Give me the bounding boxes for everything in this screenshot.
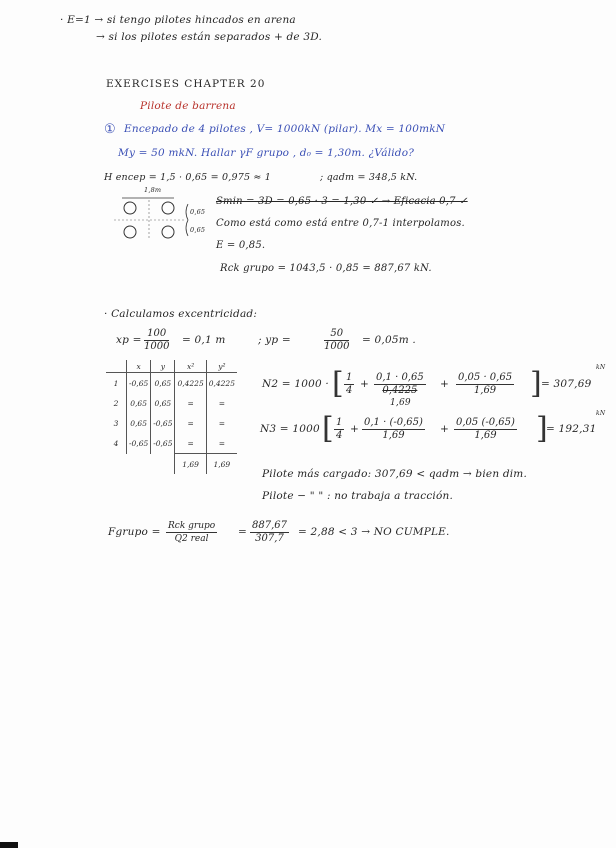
table-cell: -0,65 [127, 433, 151, 454]
smin-line: Smin = 3D = 0,65 · 3 = 1,30 ✓ → Eficacia 0,7 ✓ [216, 196, 468, 207]
chapter-subtitle: Pilote de barrena [140, 100, 236, 112]
n2-term-3 [456, 372, 514, 397]
table-cell: -0,65 [151, 433, 175, 454]
fgrupo-values-num: 887,67 [252, 520, 287, 531]
qadm-line: ; qadm = 348,5 kN. [320, 172, 418, 183]
table-cell: = [206, 413, 237, 433]
n2-term-3-num: 0,05 · 0,65 [458, 372, 513, 383]
table-cell: = [175, 433, 206, 454]
table-total-x2: 1,69 [175, 454, 206, 475]
table-row [106, 373, 237, 394]
eccentricity-heading: · Calculamos excentricidad: [104, 308, 258, 320]
yp-numerator: 50 [324, 328, 349, 341]
yp-result: = 0,05m . [362, 334, 416, 346]
table-cell: 0,4225 [175, 373, 206, 394]
coordinates-table [106, 360, 237, 474]
table-cell: 4 [113, 438, 119, 448]
table-totals-row [106, 454, 237, 475]
yp-label: ; yp = [258, 334, 291, 346]
table-cell: -0,65 [127, 373, 151, 394]
page-corner-mark [0, 842, 18, 848]
n2-bracket-close: ] [530, 366, 542, 401]
yp-fraction [324, 328, 349, 353]
n2-term-1 [344, 372, 354, 397]
n2-unit: kN [596, 364, 606, 371]
n3-term-2-den: 1,69 [382, 430, 405, 441]
n2-plus-2: + [440, 378, 449, 390]
n3-result: = 192,31 [546, 423, 597, 435]
table-cell: 0,65 [127, 413, 151, 433]
n2-plus-1: + [360, 378, 369, 390]
n2-term-1-den: 4 [346, 385, 353, 396]
table-row [106, 413, 237, 433]
dim-label: 1,8m [144, 186, 162, 194]
fgrupo-formula-num: Rck grupo [168, 521, 216, 531]
dim-a: 0,65 [190, 208, 206, 216]
n3-term-3 [454, 417, 517, 442]
exercise-number: ① [104, 122, 116, 137]
n2-term-1-num: 1 [346, 372, 353, 383]
chapter-title: EXERCISES CHAPTER 20 [106, 78, 266, 90]
table-row [106, 433, 237, 454]
yp-denominator: 1000 [324, 341, 350, 352]
conclusion-2: Pilote − " " : no trabaja a tracción. [262, 490, 454, 502]
pile-cap-sketch [108, 186, 218, 246]
intro-line-2: → si los pilotes están separados + de 3D. [96, 31, 323, 43]
table-header-row [106, 360, 237, 373]
table-header-cell: y² [206, 360, 237, 373]
n3-term-1-den: 4 [336, 430, 343, 441]
n3-term-2-num: 0,1 · (-0,65) [364, 417, 423, 428]
n3-term-1 [334, 417, 344, 442]
dim-b: 0,65 [190, 226, 206, 234]
intro-line-1: · E=1 → si tengo pilotes hincados en arena [60, 14, 296, 26]
xp-fraction [144, 328, 169, 353]
table-cell: 0,65 [151, 393, 175, 413]
n2-term-3-den: 1,69 [473, 385, 497, 396]
n3-term-3-num: 0,05 (-0,65) [456, 417, 515, 428]
xp-result: = 0,1 m [182, 334, 226, 346]
n2-lhs: N2 = 1000 · [262, 378, 329, 390]
table-cell: 3 [113, 418, 119, 428]
rck-line: Rck grupo = 1043,5 · 0,85 = 887,67 kN. [220, 263, 432, 274]
table-cell: 0,65 [151, 373, 175, 394]
n3-unit: kN [596, 410, 606, 417]
fgrupo-equals: = [238, 526, 247, 538]
n3-term-3-den: 1,69 [474, 430, 497, 441]
n3-plus-2: + [440, 423, 449, 435]
exercise-statement-1: Encepado de 4 pilotes , V= 1000kN (pilar). Mx = 100mkN [124, 123, 446, 135]
table-cell: 0,4225 [206, 373, 237, 394]
n3-term-2 [362, 417, 425, 442]
table-cell: -0,65 [151, 413, 175, 433]
table-header-cell: y [151, 360, 175, 373]
interpolation-line: Como está como está entre 0,7-1 interpolamos. [216, 218, 465, 229]
table-cell: 1 [113, 378, 119, 388]
table-cell: = [175, 413, 206, 433]
height-line: H encep = 1,5 · 0,65 = 0,975 ≈ 1 [104, 172, 272, 183]
table-cell: 0,65 [127, 393, 151, 413]
xp-denominator: 1000 [144, 341, 170, 352]
n3-lhs: N3 = 1000 [260, 423, 320, 435]
efficiency-line: E = 0,85. [216, 240, 266, 251]
n3-bracket-open: [ [322, 411, 334, 446]
table-cell: 2 [113, 398, 119, 408]
fgrupo-lhs: Fgrupo = [108, 526, 161, 538]
fgrupo-result: = 2,88 < 3 → NO CUMPLE. [298, 526, 450, 538]
fgrupo-values [250, 520, 289, 545]
n3-plus-1: + [350, 423, 359, 435]
table-header-cell: x [127, 360, 151, 373]
n2-term-2 [374, 372, 426, 397]
n2-term-2-den-struck: 0,4225 [382, 385, 418, 396]
fgrupo-formula [166, 520, 217, 545]
xp-numerator: 100 [144, 328, 169, 341]
table-cell: = [206, 393, 237, 413]
table-row [106, 393, 237, 413]
n2-term-2-num: 0,1 · 0,65 [376, 372, 424, 383]
exercise-statement-2: My = 50 mkN. Hallar γF grupo , d₀ = 1,30m. ¿Válido? [118, 147, 415, 159]
n2-term-2-den: 1,69 [390, 398, 411, 408]
table-header-cell: x² [175, 360, 206, 373]
table-cell: = [206, 433, 237, 454]
n2-result: = 307,69 [541, 378, 592, 390]
table-total-y2: 1,69 [206, 454, 237, 475]
n3-term-1-num: 1 [336, 417, 343, 428]
xp-label: xp = [116, 334, 142, 346]
table-cell: = [175, 393, 206, 413]
table-header-cell [106, 360, 127, 373]
fgrupo-values-den: 307,7 [255, 533, 284, 544]
n2-bracket-open: [ [332, 366, 344, 401]
conclusion-1: Pilote más cargado: 307,69 < qadm → bien dim. [262, 468, 527, 480]
n3-bracket-close: ] [536, 411, 548, 446]
fgrupo-formula-den: Q2 real [174, 534, 209, 544]
